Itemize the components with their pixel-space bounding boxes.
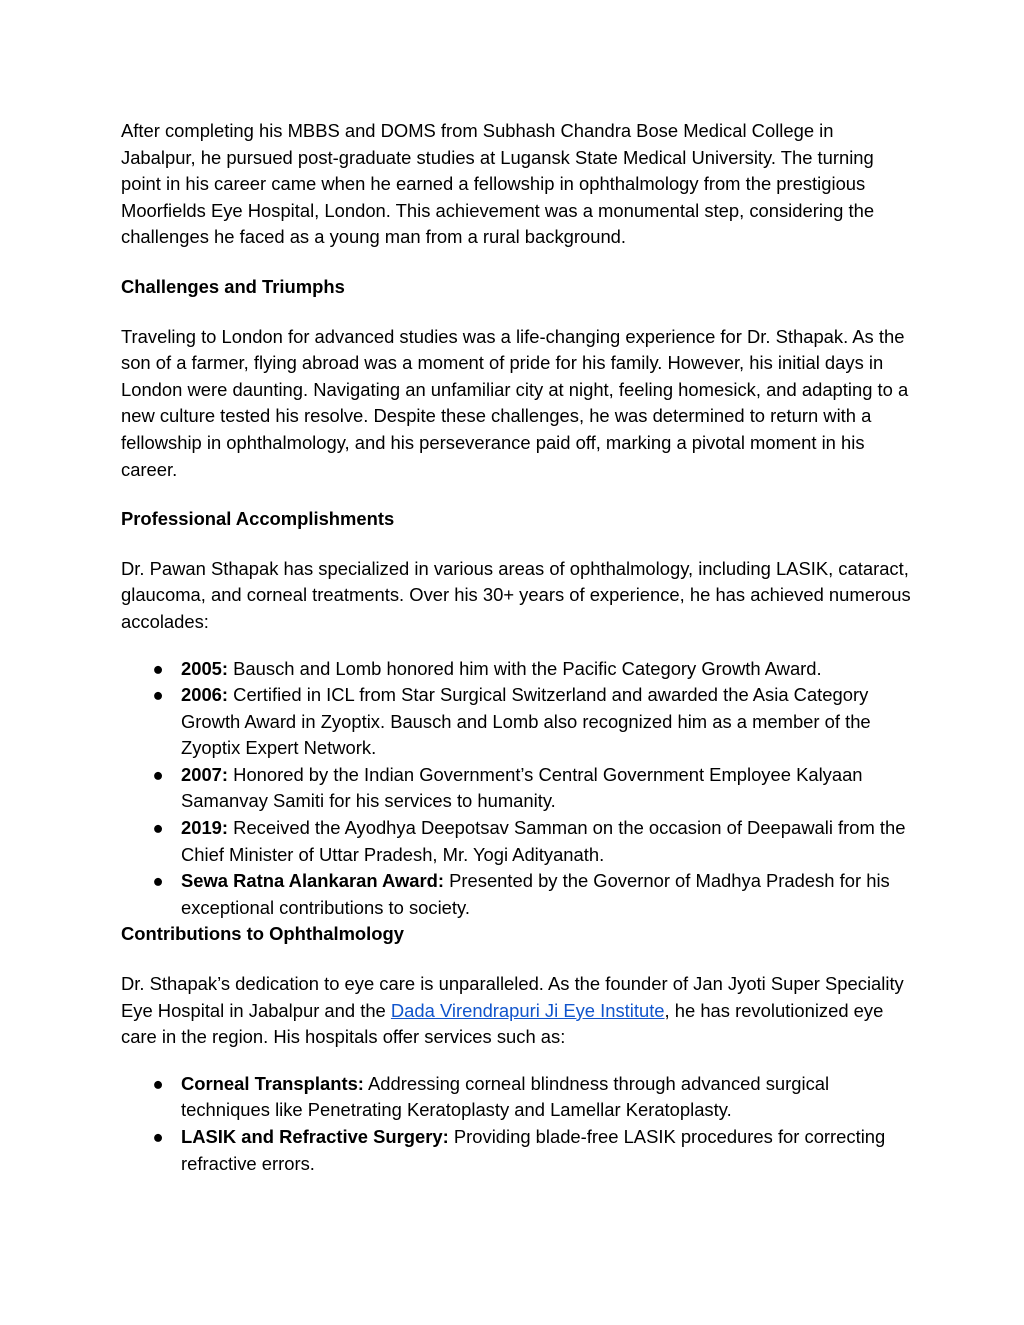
bullet-icon: ● bbox=[152, 763, 164, 785]
bullet-icon: ● bbox=[152, 870, 164, 892]
item-label: Sewa Ratna Alankaran Award: bbox=[181, 870, 445, 892]
item-label: Corneal Transplants: bbox=[181, 1072, 364, 1094]
item-label: 2019: bbox=[181, 817, 229, 839]
accomplishments-heading: Professional Accomplishments bbox=[121, 508, 395, 530]
bullet-icon: ● bbox=[152, 684, 164, 706]
item-text: Addressing corneal blindness through advanced surgical techniques like Penetrating Keratoplasty and Lamellar Keratoplasty. bbox=[181, 1072, 830, 1121]
accomplishments-list bbox=[121, 656, 911, 922]
item-text: Received the Ayodhya Deepotsav Samman on the occasion of Deepawali from the Chief Minister of Uttar Pradesh, Mr. Yogi Adityanath. bbox=[181, 817, 906, 865]
bullet-icon: ● bbox=[152, 1072, 164, 1094]
list-item bbox=[121, 815, 911, 868]
item-text: Providing blade-free LASIK procedures for correcting refractive errors. bbox=[181, 1126, 886, 1174]
bullet-icon: ● bbox=[152, 817, 164, 839]
item-label: 2007: bbox=[181, 763, 229, 785]
accomplishments-paragraph: Dr. Pawan Sthapak has specialized in various areas of ophthalmology, including LASIK, cataract, glaucoma, and corneal treatments. Over his 30+ years of experience, he has achieved numerous accolades: bbox=[121, 557, 911, 632]
list-item bbox=[121, 682, 911, 762]
bullet-icon: ● bbox=[152, 1126, 164, 1147]
item-text: Bausch and Lomb honored him with the Pacific Category Growth Award. bbox=[228, 657, 822, 679]
item-text: Certified in ICL from Star Surgical Switzerland and awarded the Asia Category Growth Award in Zyoptix. Bausch and Lomb also recognized him as a member of the Zyoptix Expert Network. bbox=[181, 684, 871, 759]
list-item bbox=[121, 868, 911, 921]
list-item bbox=[121, 1124, 911, 1177]
services-list bbox=[121, 1071, 911, 1177]
item-label: LASIK and Refractive Surgery: bbox=[181, 1126, 449, 1147]
list-item bbox=[121, 762, 911, 815]
item-label: 2006: bbox=[181, 684, 229, 706]
contributions-heading: Contributions to Ophthalmology bbox=[121, 923, 404, 945]
item-label: 2005: bbox=[181, 657, 229, 679]
intro-paragraph: After completing his MBBS and DOMS from Subhash Chandra Bose Medical College in Jabalpur, he pursued post-graduate studies at Lugansk State Medical University. The turning point in his career came when he earned a fellowship in ophthalmology from the prestigious Moorfields Eye Hospital, London. This achievement was a monumental step, considering the challenges he faced as a young man from a rural background. bbox=[121, 120, 875, 248]
contributions-text-before-link: Dr. Sthapak’s dedication to eye care is unparalleled. As the founder of Jan Jyoti Super Speciality Eye Hospital in Jabalpur and the bbox=[121, 973, 904, 1021]
list-item bbox=[121, 1071, 911, 1124]
item-text: Honored by the Indian Government’s Central Government Employee Kalyaan Samanvay Samiti for his services to humanity. bbox=[181, 763, 863, 812]
list-item bbox=[121, 656, 911, 683]
contributions-text-after-link: , he has revolutionized eye care in the region. His hospitals offer services such as: bbox=[121, 999, 884, 1048]
dada-virendrapuri-institute-link[interactable]: Dada Virendrapuri Ji Eye Institute bbox=[390, 999, 665, 1021]
challenges-heading: Challenges and Triumphs bbox=[121, 275, 345, 297]
document-page bbox=[121, 118, 911, 1177]
challenges-paragraph: Traveling to London for advanced studies was a life-changing experience for Dr. Sthapak. As the son of a farmer, flying abroad was a moment of pride for his family. However, his initial days in London were daunting. Navigating an unfamiliar city at night, feeling homesick, and adapting to a new culture tested his resolve. Despite these challenges, he was determined to return with a fellowship in ophthalmology, and his perseverance paid off, marking a pivotal moment in his career. bbox=[121, 325, 909, 480]
contributions-paragraph bbox=[121, 971, 911, 1051]
item-text: Presented by the Governor of Madhya Pradesh for his exceptional contributions to society. bbox=[181, 870, 890, 918]
bullet-icon: ● bbox=[152, 657, 164, 679]
